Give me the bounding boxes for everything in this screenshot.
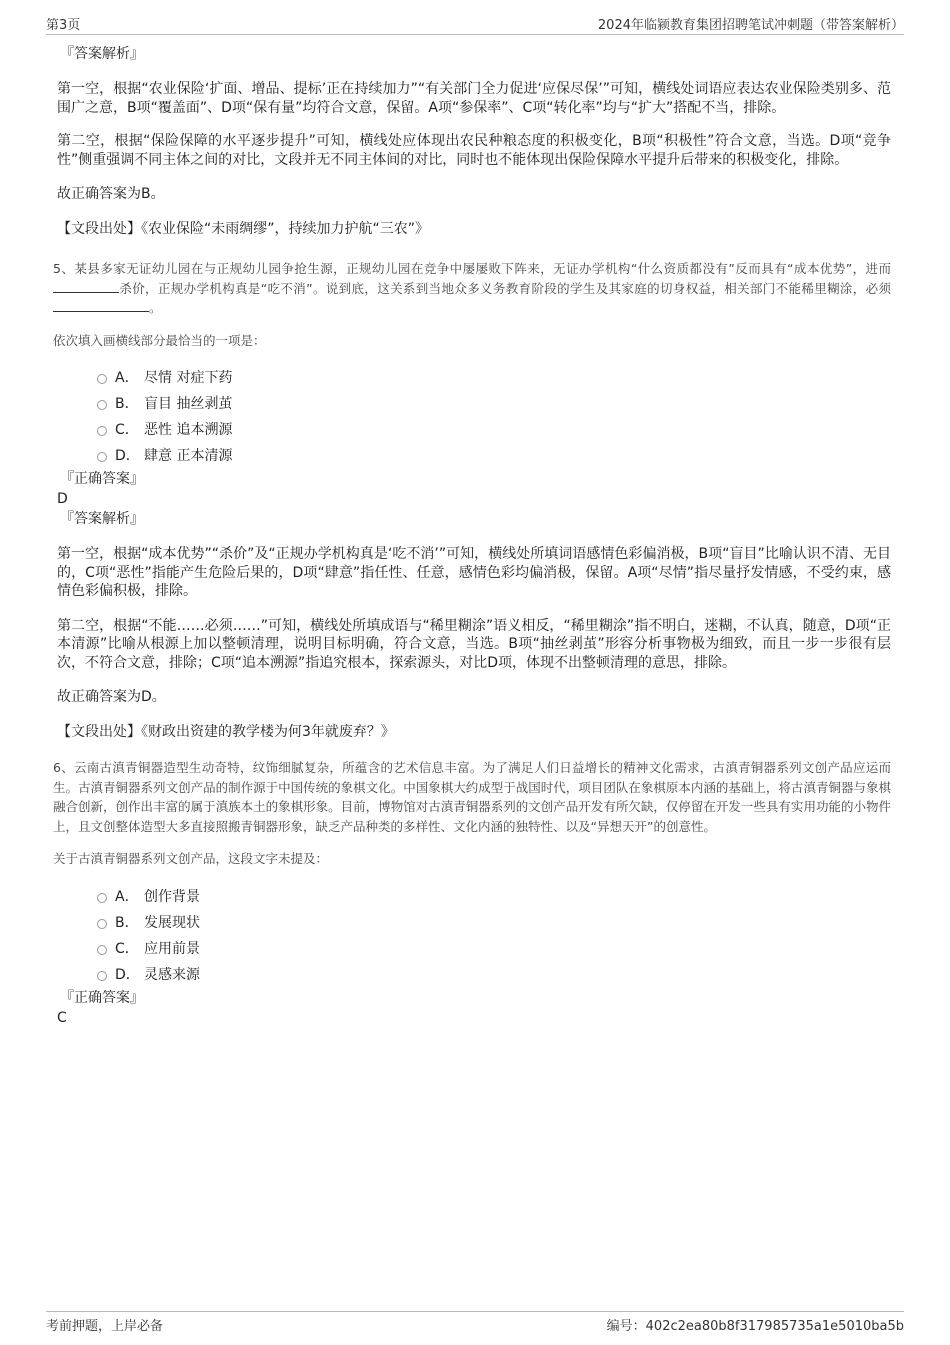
radio-icon[interactable] [97,452,107,462]
footer-slogan: 考前押题，上岸必备 [46,1319,164,1334]
q5-blank-1 [53,279,119,293]
radio-icon[interactable] [97,919,107,929]
q6-options [57,884,891,988]
q5-analysis-p1: 第一空，根据“成本优势”“杀价”及“正规办学机构真是‘吃不消’”可知，横线处所填词语感情色彩偏消极，B项“盲目”比喻认识不清、无目的，C项“恶性”指能产生危险后果的，D项“肆意”指任性、任意，感情色彩均偏消极，保留。A项“尽情”指尽量抒发情感，不受约束，感情色彩偏积极，排除。 [57,546,891,599]
q5-option-b[interactable]: B． 盲目 抽丝剥茧 [97,391,891,417]
radio-icon[interactable] [97,374,107,384]
q5-correct-answer: D [57,491,68,507]
q5-source: 【文段出处】《财政出资建的教学楼为何3年就废弃？》 [57,723,395,740]
q5-analysis-p2: 第二空，根据“不能……必须……”可知，横线处所填成语与“稀里糊涂”语义相反，“稀里糊涂”指不明白，迷糊，不认真，随意，D项“正本清源”比喻从根源上加以整顿清理，说明目标明确，符合文意，当选。B项“抽丝剥茧”形容分析事物极为细致，而且一步一步很有层次，不符合文意，排除；C项“追本溯源”指追究根本，探索源头，对比D项，体现不出整顿清理的意思，排除。 [57,617,891,671]
q5-stem-part-c: 。 [149,300,162,315]
q6-correct-label: 『正确答案』 [60,989,144,1006]
q5-option-d[interactable]: D． 肆意 正本清源 [97,443,891,469]
q5-stem-part-a: 5、某县多家无证幼儿园在与正规幼儿园争抢生源，正规幼儿园在竞争中屡屡败下阵来，无证办学机构“什么资质都没有”反而具有“成本优势”，进而 [53,261,891,276]
q5-option-c[interactable]: C． 恶性 追本溯源 [97,417,891,443]
radio-icon[interactable] [97,400,107,410]
q5-options [57,365,891,469]
q5-analysis-label: 『答案解析』 [60,511,144,527]
page-content [53,44,891,1028]
radio-icon[interactable] [97,426,107,436]
q6-correct-answer: C [57,1009,67,1026]
q6-option-c[interactable]: C． 应用前景 [97,936,891,962]
q4-analysis-label: 『答案解析』 [60,46,144,62]
q4-source: 【文段出处】《农业保险“未雨绸缪”，持续加力护航“三农”》 [57,220,430,237]
page-number: 第3页 [46,18,81,33]
document-title: 2024年临颍教育集团招聘笔试冲刺题（带答案解析） [597,18,904,33]
q5-blank-2 [53,298,149,312]
q6-option-b[interactable]: B． 发展现状 [97,910,891,936]
q5-stem [53,259,891,318]
q5-prompt: 依次填入画横线部分最恰当的一项是： [53,332,266,348]
radio-icon[interactable] [97,971,107,981]
page-header [46,14,904,35]
q4-analysis-p1: 第一空，根据“农业保险‘扩面、增品、提标’正在持续加力”“有关部门全力促进‘应保尽保’”可知，横线处词语应表达农业保险类别多、范围广之意，B项“覆盖面”、D项“保有量”均符合文意，保留。A项“参保率”、C项“转化率”均与“扩大”搭配不当，排除。 [57,81,891,116]
q4-conclusion: 故正确答案为B。 [57,186,165,202]
page-footer [46,1311,904,1332]
q5-conclusion: 故正确答案为D。 [57,689,166,705]
q4-analysis-p2: 第二空，根据“保险保障的水平逐步提升”可知，横线处应体现出农民种粮态度的积极变化，B项“积极性”符合文意，当选。D项“竞争性”侧重强调不同主体之间的对比，文段并无不同主体间的对比，同时也不能体现出保险保障水平提升后带来的积极变化，排除。 [57,133,891,168]
q5-stem-part-b: 杀价，正规办学机构真是“吃不消”。说到底，这关系到当地众多义务教育阶段的学生及其家庭的切身权益，相关部门不能稀里糊涂，必须 [119,280,891,296]
radio-icon[interactable] [97,945,107,955]
q5-option-a[interactable]: A． 尽情 对症下药 [97,365,891,391]
q6-prompt: 关于古滇青铜器系列文创产品，这段文字未提及： [53,851,329,866]
document-code: 编号：402c2ea80b8f317985735a1e5010ba5b [606,1319,904,1334]
q6-option-d[interactable]: D． 灵感来源 [97,962,891,988]
radio-icon[interactable] [97,893,107,903]
q5-correct-label: 『正确答案』 [60,471,144,487]
q6-option-a[interactable]: A． 创作背景 [97,884,891,910]
q6-stem: 6、云南古滇青铜器造型生动奇特，纹饰细腻复杂，所蕴含的艺术信息丰富。为了满足人们日益增长的精神文化需求，古滇青铜器系列文创产品应运而生。古滇青铜器系列文创产品的制作源于中国传统的象棋文化。中国象棋大约成型于战国时代，项目团队在象棋原本内涵的基础上，将古滇青铜器与象棋融合创新，创作出丰富的属于滇族本土的象棋形象。目前，博物馆对古滇青铜器系列的文创产品开发有所欠缺，仅停留在开发一些具有实用功能的小物件上，且文创整体造型大多直接照搬青铜器形象，缺乏产品种类的多样性、文化内涵的独特性、以及“异想天开”的创意性。 [53,760,891,834]
